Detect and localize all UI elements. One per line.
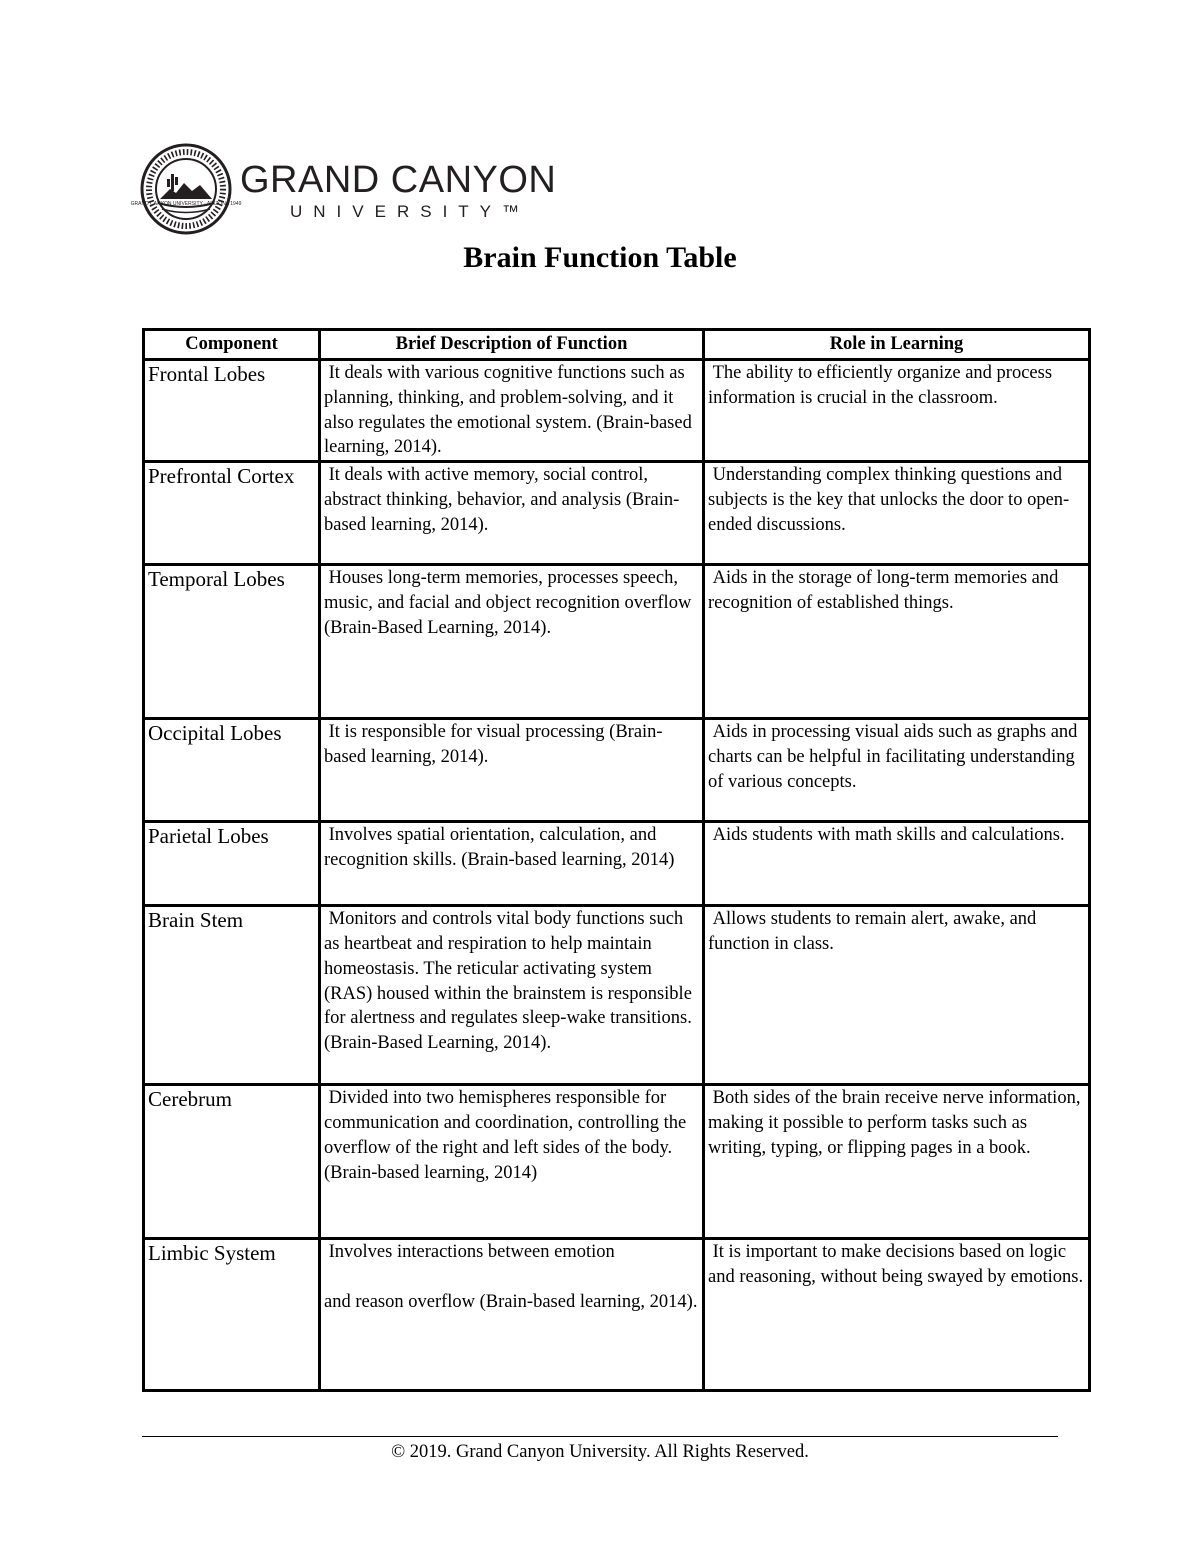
description-cell: Involves interactions between emotion and reason overflow (Brain-based learning, 2014). [320,1239,704,1391]
table-row [144,565,1090,719]
university-logo [130,143,557,235]
description-cell: Divided into two hemispheres responsible for communication and coordination, controlling the overflow of the right and left sides of the body. (Brain-based learning, 2014) [320,1085,704,1239]
role-cell: The ability to efficiently organize and process information is crucial in the classroom. [704,360,1090,462]
column-header-role: Role in Learning [704,330,1090,360]
description-cell: It deals with active memory, social control, abstract thinking, behavior, and analysis (Brain-based learning, 2014). [320,462,704,565]
gcu-seal-icon [130,143,242,235]
component-cell: Cerebrum [144,1085,320,1239]
description-cell: It is responsible for visual processing (Brain-based learning, 2014). [320,719,704,822]
table-row [144,1239,1090,1391]
column-header-description: Brief Description of Function [320,330,704,360]
role-cell: Both sides of the brain receive nerve information, making it possible to perform tasks such as writing, typing, or flipping pages in a book. [704,1085,1090,1239]
table-row [144,462,1090,565]
description-cell: It deals with various cognitive functions such as planning, thinking, and problem-solving, and it also regulates the emotional system. (Brain-based learning, 2014). [320,360,704,462]
brain-function-table [142,328,1091,1392]
page-title: Brain Function Table [463,241,737,274]
logo-name: GRAND CANYON [240,159,557,201]
table-header-row [144,330,1090,360]
role-cell: Understanding complex thinking questions and subjects is the key that unlocks the door to open-ended discussions. [704,462,1090,565]
table-row [144,822,1090,906]
role-cell: Aids in the storage of long-term memories and recognition of established things. [704,565,1090,719]
logo-subtitle: UNIVERSITY™ [290,202,531,221]
component-cell: Temporal Lobes [144,565,320,719]
description-cell: Monitors and controls vital body functions such as heartbeat and respiration to help maintain homeostasis. The reticular activating system (RAS) housed within the brainstem is responsible for alertness and regulates sleep-wake transitions. (Brain-Based Learning, 2014). [320,906,704,1085]
logo-wordmark [240,156,556,222]
component-cell: Occipital Lobes [144,719,320,822]
footer-divider [142,1436,1058,1437]
table-row [144,719,1090,822]
role-cell: It is important to make decisions based on logic and reasoning, without being swayed by emotions. [704,1239,1090,1391]
role-cell: Aids in processing visual aids such as graphs and charts can be helpful in facilitating understanding of various concepts. [704,719,1090,822]
component-cell: Brain Stem [144,906,320,1085]
component-cell: Limbic System [144,1239,320,1391]
description-cell: Involves spatial orientation, calculation, and recognition skills. (Brain-based learning, 2014) [320,822,704,906]
component-cell: Parietal Lobes [144,822,320,906]
seal-text: GRAND CANYON UNIVERSITY · ARIZONA 1949 [130,201,242,207]
component-cell: Frontal Lobes [144,360,320,462]
description-cell: Houses long-term memories, processes speech, music, and facial and object recognition overflow (Brain-Based Learning, 2014). [320,565,704,719]
table-row [144,360,1090,462]
role-cell: Allows students to remain alert, awake, and function in class. [704,906,1090,1085]
table-row [144,1085,1090,1239]
table-row [144,906,1090,1085]
component-cell: Prefrontal Cortex [144,462,320,565]
role-cell: Aids students with math skills and calculations. [704,822,1090,906]
copyright-notice: © 2019. Grand Canyon University. All Rights Reserved. [391,1442,809,1462]
column-header-component: Component [144,330,320,360]
